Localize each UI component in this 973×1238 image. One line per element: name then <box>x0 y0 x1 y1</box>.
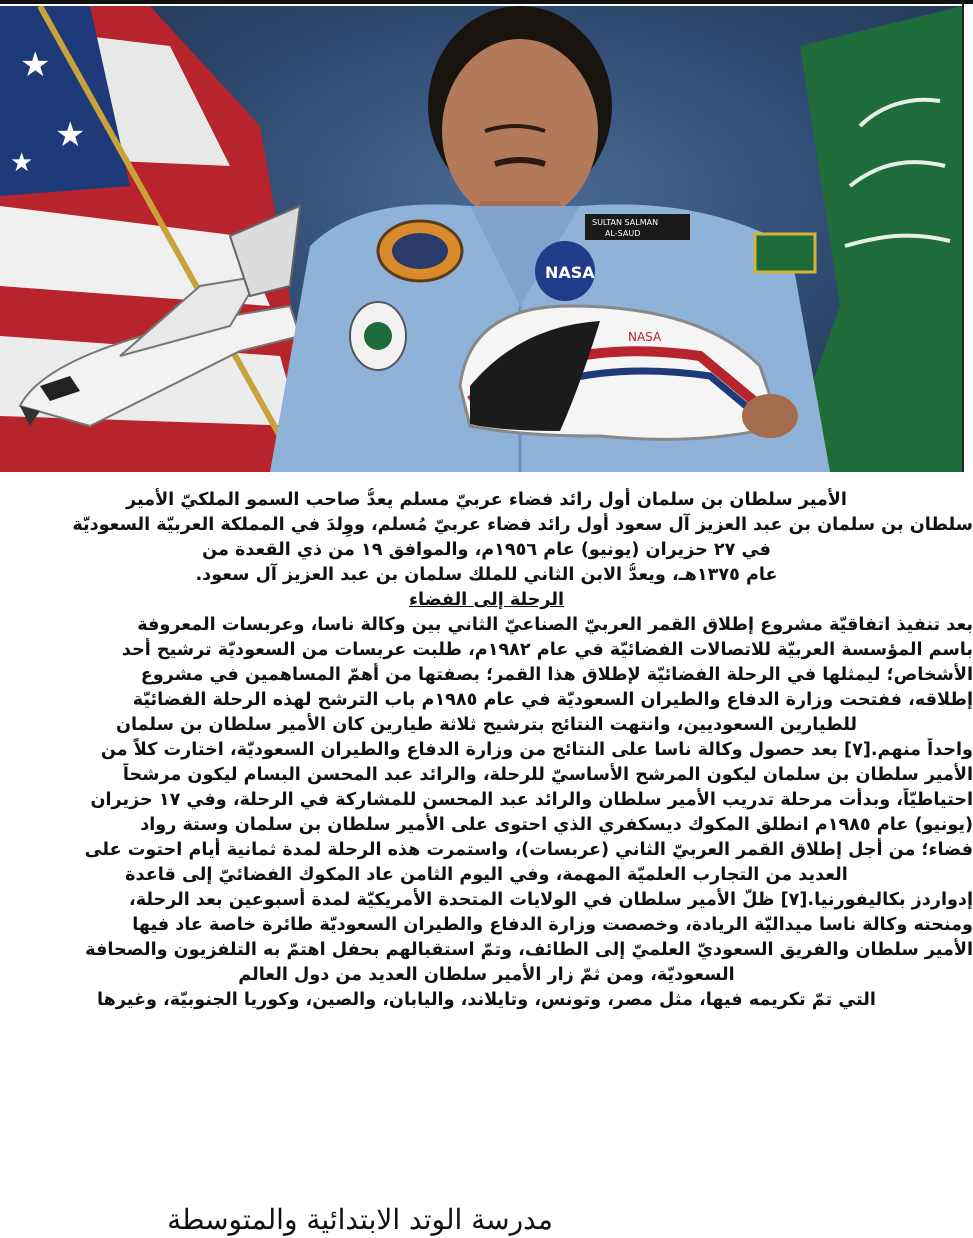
intro-line: الأمير سلطان بن سلمان أول رائد فضاء عربيّ مسلم يعدُّ صاحب السمو الملكيّ الأمير <box>126 490 847 510</box>
photo-illustration <box>0 6 962 472</box>
body-line: ومنحته وكالة ناسا ميداليّة الريادة، وخصصت وزارة الدفاع والطيران السعوديّة طائرة خاصة عاد فيها <box>132 915 973 935</box>
astronaut-photo <box>0 6 962 472</box>
body-line: فضاء؛ من أجل إطلاق القمر العربيّ الثاني (عربسات)، واستمرت هذه الرحلة لمدة ثمانية أيام احتوت على <box>84 840 973 860</box>
mission-patch-icon <box>378 221 462 281</box>
helmet-nasa-label: NASA <box>628 330 662 344</box>
body-line: التي تمّ تكريمه فيها، مثل مصر، وتونس، وتايلاند، واليابان، والصين، وكوريا الجنوبيّة، وغيرها <box>97 990 876 1010</box>
body-line: بعد تنفيذ اتفاقيّة مشروع إطلاق القمر العربيّ الصناعيّ الثاني بين وكالة ناسا، وعربسات المعروفة <box>137 615 973 635</box>
body-line: احتياطيّاً، وبدأت مرحلة تدريب الأمير سلطان والرائد عبد المحسن للمشاركة في الرحلة، وفي ١٧ حزيران <box>90 790 973 810</box>
saudi-patch-icon <box>755 234 815 272</box>
svg-text:SULTAN SALMAN: SULTAN SALMAN <box>592 218 659 227</box>
hand <box>742 394 798 438</box>
right-border <box>962 0 964 472</box>
school-name: مدرسة الوتد الابتدائية والمتوسطة <box>167 1203 553 1236</box>
intro-line: في ٢٧ حزيران (يونيو) عام ١٩٥٦م، والموافق ١٩ من ذي القعدة من <box>202 540 771 560</box>
section-heading: الرحلة إلى الفضاء <box>408 590 565 610</box>
intro-line: عام ١٣٧٥هـ، ويعدُّ الابن الثاني للملك سلمان بن عبد العزيز آل سعود. <box>195 565 778 585</box>
nasa-patch-icon <box>535 241 595 301</box>
arabsat-patch-icon <box>350 302 406 370</box>
body-line: للطيارين السعوديين، وانتهت النتائج بترشيح ثلاثة طيارين كان الأمير سلطان بن سلمان <box>115 715 858 735</box>
svg-text:★: ★ <box>20 45 51 85</box>
body-line: الأمير سلطان والفريق السعوديّ العلميّ إلى الطائف، وتمّ استقبالهم بحفل اهتمّ به التلفزيون والصحافة <box>85 940 973 960</box>
intro-line: سلطان بن سلمان بن عبد العزيز آل سعود أول رائد فضاء عربيّ مُسلم، ووِلدَ في المملكة العربيّة السعوديّة <box>72 515 973 535</box>
body-line: إطلاقه، ففتحت وزارة الدفاع والطيران السعوديّة في عام ١٩٨٥م باب الترشح لهذه الرحلة الفضائيّة <box>132 690 973 710</box>
body-line: الأشخاص؛ ليمثلها في الرحلة الفضائيّة لإطلاق هذا القمر؛ بصفتها من أهمّ المساهمين في مشروع <box>140 665 973 685</box>
body-line: واحداً منهم.[٧] بعد حصول وكالة ناسا على النتائج من وزارة الدفاع والطيران السعوديّة، اختارت كلاً من <box>100 740 973 760</box>
svg-text:★: ★ <box>10 148 34 178</box>
body-line: باسم المؤسسة العربيّة للاتصالات الفضائيّة في عام ١٩٨٢م، طلبت عربسات من السعوديّة ترشيح أحد <box>121 640 973 660</box>
body-line: إدواردز بكاليفورنيا.[٧] ظلّ الأمير سلطان في الولايات المتحدة الأمريكيّة لمدة أسبوعين بعد الرحلة، <box>129 890 973 910</box>
body-line: الأمير سلطان بن سلمان ليكون المرشح الأساسيّ للرحلة، والرائد عبد المحسن البسام ليكون مرشحاً <box>122 765 973 785</box>
body-line: السعوديّة، ومن ثمّ زار الأمير سلطان العديد من دول العالم <box>238 965 735 985</box>
svg-text:★: ★ <box>55 115 86 155</box>
name-tag <box>585 214 690 240</box>
article-text <box>0 488 973 1013</box>
body-line: العديد من التجارب العلميّة المهمة، وفي اليوم الثامن عاد المكوك الفضائيّ إلى قاعدة <box>125 865 848 885</box>
svg-text:AL-SAUD: AL-SAUD <box>605 229 641 238</box>
top-border <box>0 0 973 4</box>
body-line: (يونيو) عام ١٩٨٥م انطلق المكوك ديسكفري الذي احتوى على الأمير سلطان بن سلمان وستة رواد <box>140 815 973 835</box>
nasa-patch-label: NASA <box>545 263 595 282</box>
